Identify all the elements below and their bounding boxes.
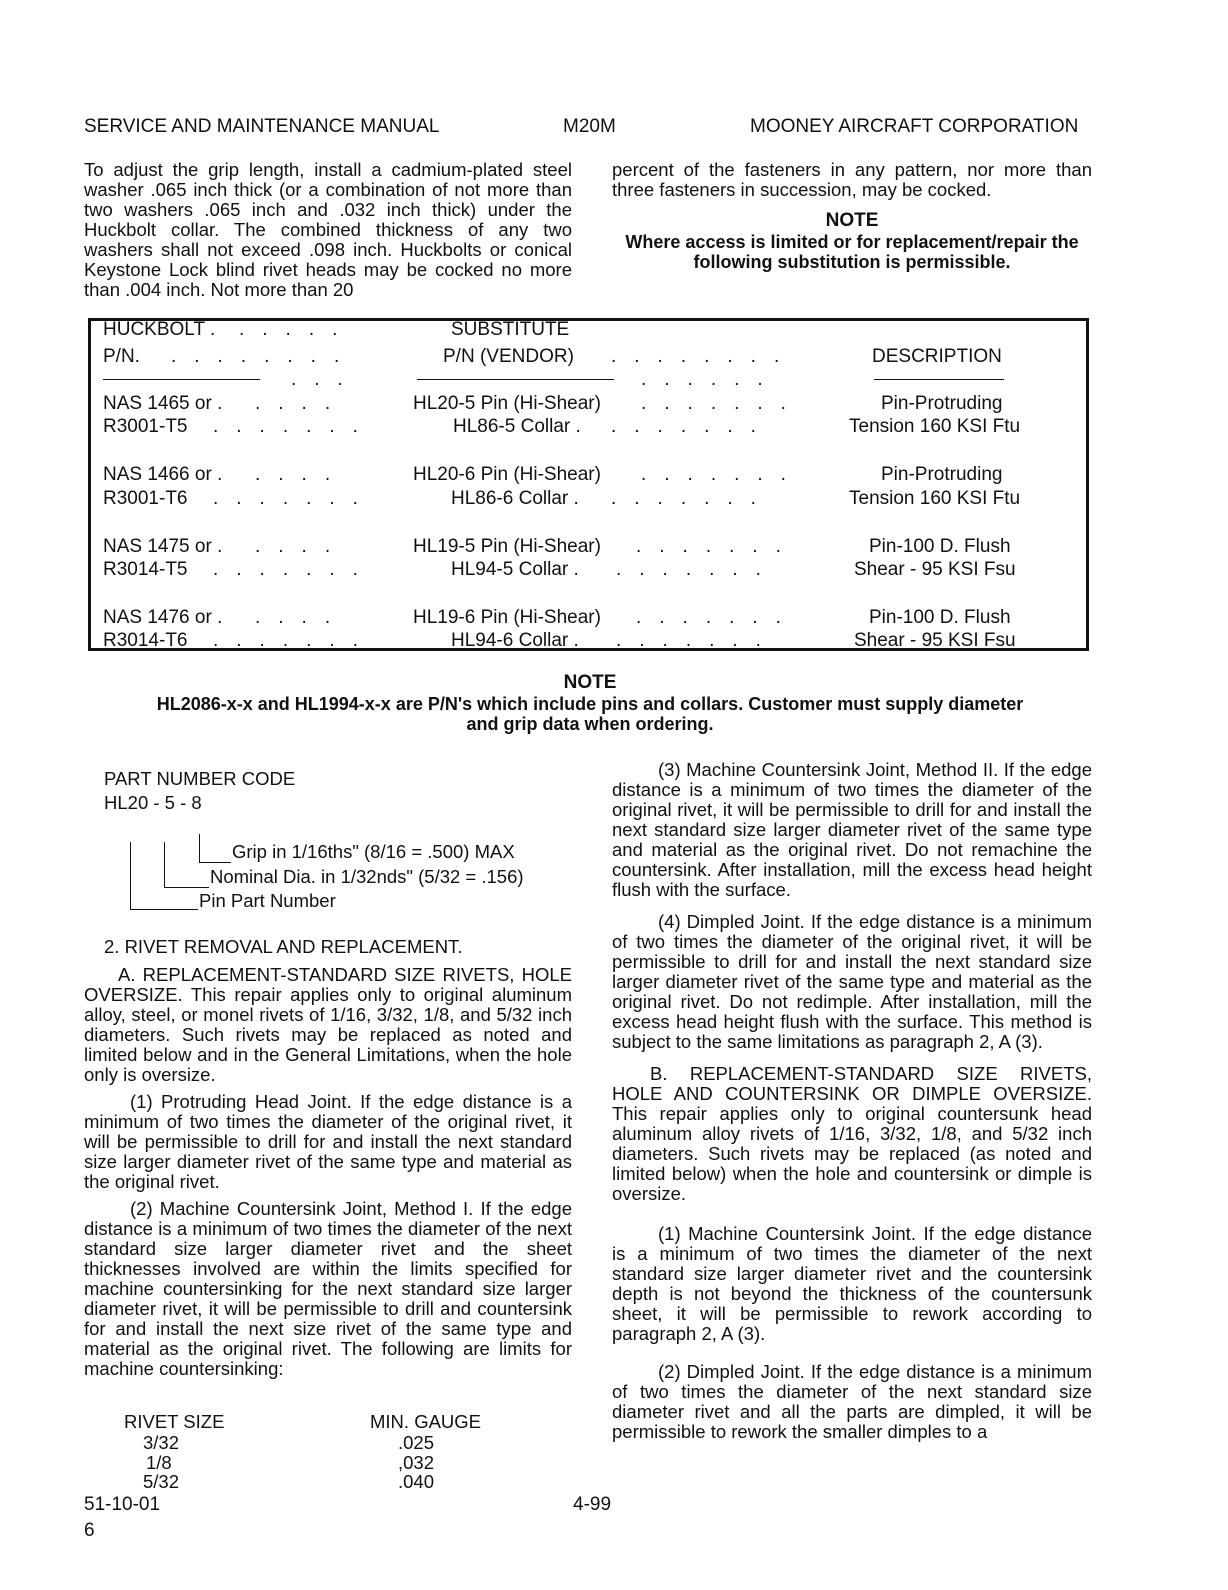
table-leader-dots: ....... bbox=[641, 464, 804, 485]
table-rule bbox=[417, 379, 614, 380]
table-leader-dots: ....... bbox=[213, 559, 376, 580]
note-part-numbers bbox=[150, 672, 1030, 734]
intro-right-paragraph: percent of the fasteners in any pattern, nor more than three fasteners in succession, may be cocked. bbox=[612, 159, 1092, 200]
part-code-bracket bbox=[164, 842, 165, 887]
table-cell-description: Shear - 95 KSI Fsu bbox=[854, 559, 1016, 580]
table-leader-dots: ... bbox=[291, 369, 361, 390]
table-cell-substitute: HL19-5 Pin (Hi-Shear) bbox=[413, 536, 601, 557]
table-cell-pn: R3014-T5 bbox=[103, 559, 188, 580]
limits-gauge: .040 bbox=[398, 1471, 435, 1492]
note-substitution-title: NOTE bbox=[825, 210, 879, 231]
table-leader-dots: ...... bbox=[641, 369, 781, 390]
section-heading: 2. RIVET REMOVAL AND REPLACEMENT. bbox=[104, 936, 463, 957]
table-leader-dots: ....... bbox=[641, 393, 804, 414]
table-cell-substitute: HL20-6 Pin (Hi-Shear) bbox=[413, 464, 601, 485]
paragraph-b: B. REPLACEMENT-STANDARD SIZE RIVETS, HOLE AND COUNTERSINK OR DIMPLE OVERSIZE. This repair applies only to original countersunk head aluminum alloy rivets of 1/16, 3/32, 1/8, and 5/32 inch diameters. Such rivets may be replaced (as noted and limited below) when the hole and countersink or dimple is oversize. bbox=[612, 1063, 1092, 1204]
table-cell-pn: R3001-T6 bbox=[103, 488, 188, 509]
paragraph-a3: (3) Machine Countersink Joint, Method II. If the edge distance is a minimum of two times the diameter of the original rivet, it will be permissible to drill for and install the next standard size larger diameter rivet of the same type and material as the original rivet. Do not remachine the countersink. After installation, mill the excess head height flush with the surface. bbox=[612, 759, 1092, 900]
table-cell-pn: NAS 1465 or . bbox=[103, 393, 223, 414]
table-header-pn-vendor: P/N (VENDOR) bbox=[443, 346, 574, 367]
table-leader-dots: ....... bbox=[616, 630, 779, 651]
paragraph-a: A. REPLACEMENT-STANDARD SIZE RIVETS, HOLE OVERSIZE. This repair applies only to original aluminum alloy, steel, or monel rivets of 1/16, 3/32, 1/8, and 5/32 inch diameters. Such rivets may be replaced as noted and limited below and in the General Limitations, when the hole only is oversize. bbox=[84, 964, 572, 1085]
paragraph-a4: (4) Dimpled Joint. If the edge distance is a minimum of two times the diameter of the original rivet, it will be permissible to drill for and install the next standard size larger diameter rivet of the same type and material as the original rivet. Do not redimple. After installation, mill the excess head height flush with the surface. This method is subject to the same limitations as paragraph 2, A (3). bbox=[612, 911, 1092, 1052]
paragraph-a2: (2) Machine Countersink Joint, Method I. If the edge distance is a minimum of two times the diameter of the next standard size larger diameter rivet and the sheet thicknesses involved are within the limits specified for machine countersinking for the next standard size larger diameter rivet, it will be permissible to drill and countersink for and install the next size rivet of the same type and material as the original rivet. The following are limits for machine countersinking: bbox=[84, 1198, 572, 1379]
table-leader-dots: .... bbox=[255, 393, 349, 414]
table-cell-pn: R3014-T6 bbox=[103, 630, 188, 651]
part-code-bracket bbox=[130, 909, 198, 910]
paragraph-a1: (1) Protruding Head Joint. If the edge distance is a minimum of two times the diameter of the original rivet, it will be permissible to drill for and install the next standard size larger diameter rivet of the same type and material as the original rivet. bbox=[84, 1091, 572, 1192]
table-leader-dots: ........ bbox=[611, 346, 798, 367]
note-part-numbers-body: HL2086-x-x and HL1994-x-x are P/N's which include pins and collars. Customer must supply diameter and grip data when ordering. bbox=[156, 694, 1024, 734]
footer-page-number: 4-99 bbox=[573, 1494, 612, 1515]
header-right: MOONEY AIRCRAFT CORPORATION bbox=[750, 116, 1079, 137]
table-leader-dots: .... bbox=[255, 607, 349, 628]
limits-header-size: RIVET SIZE bbox=[124, 1411, 225, 1432]
table-leader-dots: ....... bbox=[213, 488, 376, 509]
note-substitution bbox=[612, 210, 1092, 272]
table-leader-dots: ....... bbox=[636, 536, 799, 557]
table-header-pn: P/N. bbox=[103, 346, 140, 367]
table-leader-dots: ....... bbox=[213, 416, 376, 437]
table-leader-dots: .... bbox=[255, 536, 349, 557]
table-leader-dots: .... bbox=[255, 464, 349, 485]
part-code-bracket bbox=[199, 834, 200, 862]
table-cell-substitute: HL86-6 Collar . bbox=[451, 488, 579, 509]
paragraph-b2: (2) Dimpled Joint. If the edge distance is a minimum of two times the diameter of the next standard size diameter rivet and all the parts are dimpled, it will be permissible to rework the smaller dimples to a bbox=[612, 1361, 1092, 1442]
table-rule bbox=[874, 379, 1004, 380]
table-leader-dots: ....... bbox=[611, 416, 774, 437]
part-code-grip: Grip in 1/16ths" (8/16 = .500) MAX bbox=[232, 841, 515, 862]
table-leader-dots: ....... bbox=[616, 559, 779, 580]
table-cell-substitute: HL20-5 Pin (Hi-Shear) bbox=[413, 393, 601, 414]
right-column bbox=[612, 760, 1092, 1442]
part-code-bracket bbox=[164, 887, 209, 888]
table-header-substitute: SUBSTITUTE bbox=[451, 319, 570, 340]
limits-size: 3/32 bbox=[143, 1432, 180, 1453]
paragraph-b1: (1) Machine Countersink Joint. If the edge distance is a minimum of two times the diameter of the next standard size larger diameter rivet and the countersink depth is not beyond the thickness of the countersunk sheet, it will be permissible to rework according to paragraph 2, A (3). bbox=[612, 1223, 1092, 1344]
substitution-table bbox=[88, 318, 1089, 651]
note-part-numbers-title: NOTE bbox=[563, 672, 617, 693]
part-code-bracket bbox=[130, 842, 131, 909]
note-substitution-body: Where access is limited or for replacement/repair the following substitution is permissible. bbox=[625, 232, 1079, 272]
table-cell-description: Pin-Protruding bbox=[881, 464, 1003, 485]
table-leader-dots: ....... bbox=[611, 488, 774, 509]
table-cell-substitute: HL19-6 Pin (Hi-Shear) bbox=[413, 607, 601, 628]
part-code-title: PART NUMBER CODE bbox=[104, 768, 296, 789]
intro-left-paragraph: To adjust the grip length, install a cadmium-plated steel washer .065 inch thick (or a combination of not more than two washers .065 inch and .032 inch thick) under the Huckbolt collar. The combined thickness of any two washers shall not exceed .098 inch. Huckbolts or conical Keystone Lock blind rivet heads may be cocked no more than .004 inch. Not more than 20 bbox=[84, 159, 572, 300]
table-rule bbox=[103, 379, 260, 380]
table-cell-description: Tension 160 KSI Ftu bbox=[849, 488, 1021, 509]
table-cell-pn: NAS 1476 or . bbox=[103, 607, 223, 628]
table-cell-pn: NAS 1466 or . bbox=[103, 464, 223, 485]
table-cell-description: Tension 160 KSI Ftu bbox=[849, 416, 1021, 437]
table-leader-dots: ....... bbox=[636, 607, 799, 628]
table-cell-description: Shear - 95 KSI Fsu bbox=[854, 630, 1016, 651]
table-cell-description: Pin-100 D. Flush bbox=[869, 536, 1011, 557]
header-left: SERVICE AND MAINTENANCE MANUAL bbox=[84, 116, 440, 137]
part-code-diameter: Nominal Dia. in 1/32nds" (5/32 = .156) bbox=[210, 866, 524, 887]
table-cell-pn: NAS 1475 or . bbox=[103, 536, 223, 557]
table-cell-pn: R3001-T5 bbox=[103, 416, 188, 437]
footer-page-sub: 6 bbox=[84, 1520, 95, 1541]
table-header-huckbolt: HUCKBOLT . bbox=[103, 319, 216, 340]
limits-gauge: ,032 bbox=[398, 1452, 435, 1473]
limits-header-gauge: MIN. GAUGE bbox=[370, 1411, 482, 1432]
table-cell-description: Pin-100 D. Flush bbox=[869, 607, 1011, 628]
table-cell-substitute: HL86-5 Collar . bbox=[453, 416, 581, 437]
left-column bbox=[84, 937, 572, 1379]
limits-gauge: .025 bbox=[398, 1432, 435, 1453]
table-leader-dots: ....... bbox=[213, 630, 376, 651]
limits-size: 5/32 bbox=[143, 1471, 180, 1492]
table-cell-description: Pin-Protruding bbox=[881, 393, 1003, 414]
table-cell-substitute: HL94-5 Collar . bbox=[451, 559, 579, 580]
table-header-description: DESCRIPTION bbox=[872, 346, 1002, 367]
footer-doc-number: 51-10-01 bbox=[84, 1494, 161, 1515]
table-cell-substitute: HL94-6 Collar . bbox=[451, 630, 579, 651]
table-leader-dots: ........ bbox=[171, 346, 358, 367]
part-code-example: HL20 - 5 - 8 bbox=[104, 792, 202, 813]
part-code-bracket bbox=[199, 862, 231, 863]
part-code-pin: Pin Part Number bbox=[199, 890, 336, 911]
header-center: M20M bbox=[563, 116, 616, 137]
limits-size: 1/8 bbox=[146, 1452, 172, 1473]
table-leader-dots: ..... bbox=[239, 319, 356, 340]
